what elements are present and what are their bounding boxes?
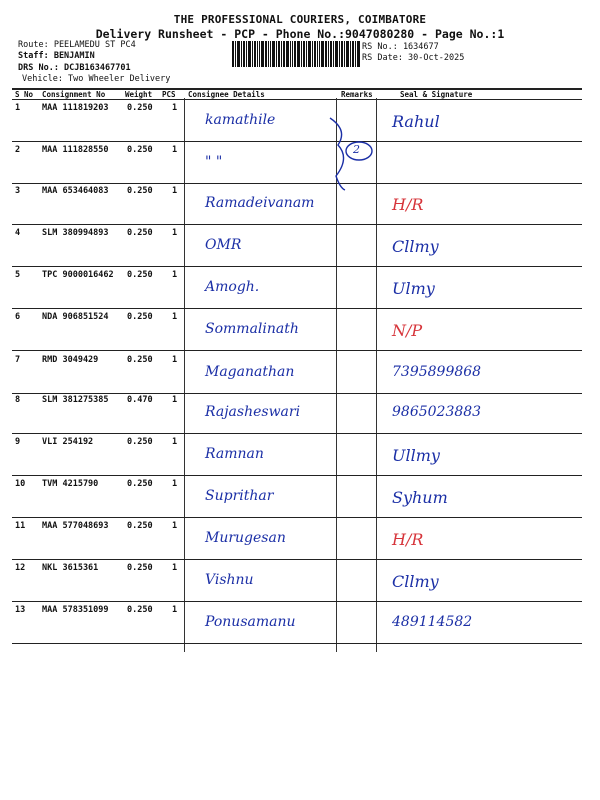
remark-count: 2 xyxy=(353,143,360,156)
row-consignment-no: TPC 9000016462 xyxy=(42,270,114,280)
row-weight: 0.250 xyxy=(127,312,153,322)
row-pcs: 1 xyxy=(172,228,178,238)
row-sno: 13 xyxy=(15,605,26,615)
row-sno: 1 xyxy=(15,103,21,113)
row-sno: 8 xyxy=(15,395,21,405)
vehicle-label: Vehicle: Two Wheeler Delivery xyxy=(22,74,171,84)
row-consignee-handwriting: OMR xyxy=(205,237,242,253)
row-signature-handwriting: Syhum xyxy=(392,488,448,507)
row-pcs: 1 xyxy=(172,103,178,113)
route-label: Route: PEELAMEDU ST PC4 xyxy=(18,40,136,50)
row-weight: 0.250 xyxy=(127,270,153,280)
rs-number: RS No.: 1634677 xyxy=(362,42,439,52)
row-signature-handwriting: Cllmy xyxy=(392,572,439,591)
row-pcs: 1 xyxy=(172,437,178,447)
row-consignment-no: NDA 906851524 xyxy=(42,312,109,322)
row-weight: 0.250 xyxy=(127,521,153,531)
company-title: THE PROFESSIONAL COURIERS, COIMBATORE xyxy=(173,13,427,26)
row-consignee-handwriting: Suprithar xyxy=(205,488,274,504)
row-sno: 10 xyxy=(15,479,26,489)
row-sno: 3 xyxy=(15,186,21,196)
row-signature-handwriting: Ullmy xyxy=(392,446,440,465)
row-weight: 0.250 xyxy=(127,228,153,238)
rs-date: RS Date: 30-Oct-2025 xyxy=(362,53,465,63)
col-consignee-header: Consignee Details xyxy=(188,90,265,99)
row-signature-handwriting: Cllmy xyxy=(392,237,439,256)
row-pcs: 1 xyxy=(172,355,178,365)
row-weight: 0.250 xyxy=(127,355,153,365)
row-consignee-handwriting: Murugesan xyxy=(205,530,286,546)
row-consignee-handwriting: Rajasheswari xyxy=(205,404,301,420)
row-pcs: 1 xyxy=(172,605,178,615)
row-consignee-handwriting: kamathile xyxy=(205,112,276,128)
row-signature-handwriting: 489114582 xyxy=(392,614,473,630)
row-consignee-handwriting: Ponusamanu xyxy=(205,614,296,630)
row-sno: 12 xyxy=(15,563,26,573)
row-weight: 0.250 xyxy=(127,145,153,155)
row-pcs: 1 xyxy=(172,312,178,322)
row-consignee-handwriting: Sommalinath xyxy=(205,321,299,337)
row-sno: 2 xyxy=(15,145,21,155)
row-consignment-no: SLM 381275385 xyxy=(42,395,109,405)
row-weight: 0.250 xyxy=(127,103,153,113)
col-consignment-header: Consignment No xyxy=(42,90,106,99)
drs-number: DRS No.: DCJB163467701 xyxy=(18,63,131,73)
row-weight: 0.470 xyxy=(127,395,153,405)
row-pcs: 1 xyxy=(172,145,178,155)
row-consignment-no: TVM 4215790 xyxy=(42,479,99,489)
row-pcs: 1 xyxy=(172,521,178,531)
row-pcs: 1 xyxy=(172,395,178,405)
row-consignee-handwriting: Ramnan xyxy=(205,446,264,462)
row-consignment-no: NKL 3615361 xyxy=(42,563,99,573)
col-seal-header: Seal & Signature xyxy=(400,90,473,99)
row-signature-handwriting: Rahul xyxy=(392,112,440,131)
row-consignment-no: MAA 578351099 xyxy=(42,605,109,615)
row-signature-handwriting: H/R xyxy=(392,530,424,549)
row-consignment-no: MAA 111828550 xyxy=(42,145,109,155)
row-consignee-handwriting: Vishnu xyxy=(205,572,254,588)
row-consignee-handwriting: " " xyxy=(205,154,223,170)
col-sno-header: S No xyxy=(15,90,34,99)
row-weight: 0.250 xyxy=(127,186,153,196)
row-consignee-handwriting: Ramadeivanam xyxy=(205,195,315,211)
row-consignment-no: MAA 577048693 xyxy=(42,521,109,531)
row-signature-handwriting: 9865023883 xyxy=(392,404,482,420)
col-remarks-header: Remarks xyxy=(341,90,373,99)
row-pcs: 1 xyxy=(172,479,178,489)
row-consignment-no: VLI 254192 xyxy=(42,437,94,447)
row-weight: 0.250 xyxy=(127,563,153,573)
row-sno: 6 xyxy=(15,312,21,322)
row-pcs: 1 xyxy=(172,186,178,196)
row-pcs: 1 xyxy=(172,270,178,280)
row-sno: 7 xyxy=(15,355,21,365)
row-sno: 4 xyxy=(15,228,21,238)
row-weight: 0.250 xyxy=(127,479,153,489)
row-consignee-handwriting: Amogh. xyxy=(205,279,260,295)
row-weight: 0.250 xyxy=(127,437,153,447)
row-signature-handwriting: Ulmy xyxy=(392,279,435,298)
row-sno: 11 xyxy=(15,521,26,531)
col-pcs-header: PCS xyxy=(162,90,176,99)
row-consignment-no: MAA 653464083 xyxy=(42,186,109,196)
runsheet-title: Delivery Runsheet - PCP - Phone No.:9047080280 - Page No.:1 xyxy=(95,27,505,41)
row-pcs: 1 xyxy=(172,563,178,573)
row-consignee-handwriting: Maganathan xyxy=(205,364,295,380)
row-signature-handwriting: 7395899868 xyxy=(392,364,482,380)
row-sno: 9 xyxy=(15,437,21,447)
row-consignment-no: RMD 3049429 xyxy=(42,355,99,365)
row-signature-handwriting: N/P xyxy=(392,321,423,340)
row-consignment-no: MAA 111819203 xyxy=(42,103,109,113)
staff-label: Staff: BENJAMIN xyxy=(18,51,95,61)
col-weight-header: Weight xyxy=(125,90,153,99)
row-weight: 0.250 xyxy=(127,605,153,615)
row-sno: 5 xyxy=(15,270,21,280)
row-signature-handwriting: H/R xyxy=(392,195,424,214)
row-consignment-no: SLM 380994893 xyxy=(42,228,109,238)
